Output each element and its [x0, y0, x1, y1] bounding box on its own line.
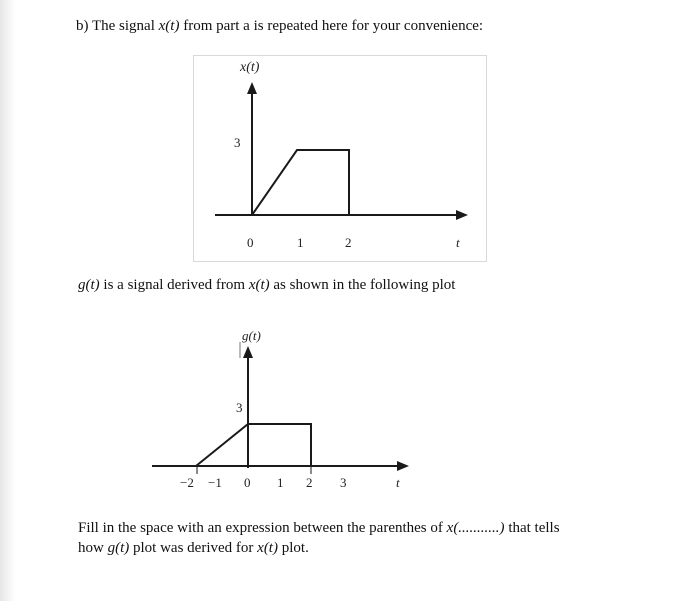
fill-in-line2-g: g(t) — [107, 540, 130, 556]
fill-in-line-2 — [78, 540, 309, 557]
plot-g-xtick-neg2: −2 — [180, 475, 194, 490]
plot-x-ylabel: x(t) — [240, 60, 260, 75]
plot-g-xtick-neg1: −1 — [208, 475, 222, 490]
fill-in-line2-mid: plot was derived for — [129, 540, 258, 556]
plot-g-y-arrowhead — [243, 346, 253, 358]
plot-g-trace — [196, 424, 311, 466]
derived-x: x(t) — [248, 277, 270, 293]
plot-x-xtick-2: 2 — [345, 235, 352, 250]
plot-x-xlabel: t — [456, 235, 460, 250]
plot-g-ylabel: g(t) — [242, 328, 261, 343]
fill-in-blank: x(...........) — [446, 520, 505, 536]
derived-mid: is a signal derived from — [99, 277, 249, 293]
plot-g-xtick-1: 1 — [277, 475, 284, 490]
plot-x-xtick-0: 0 — [247, 235, 254, 250]
fill-in-line2-prefix: how — [78, 540, 108, 556]
heading-prefix: b) The signal — [76, 18, 159, 34]
plot-g-xtick-2: 2 — [306, 475, 313, 490]
fill-in-line2-x: x(t) — [257, 540, 278, 556]
plot-g-ytick-3: 3 — [236, 400, 243, 415]
fill-in-suffix: that tells — [504, 520, 560, 536]
derived-suffix: as shown in the following plot — [269, 277, 456, 293]
plot-g-x-arrowhead — [397, 461, 409, 471]
fill-in-prefix: Fill in the space with an expression between the parenthes of — [78, 520, 447, 536]
plot-g-xtick-3: 3 — [340, 475, 347, 490]
fill-in-line-1 — [78, 520, 560, 537]
heading-suffix: from part a is repeated here for your convenience: — [179, 18, 484, 34]
plot-x-ytick-3: 3 — [234, 135, 241, 150]
fill-in-line2-suffix: plot. — [277, 540, 309, 556]
plot-g-xtick-0: 0 — [244, 475, 251, 490]
heading-signal: x(t) — [158, 18, 180, 34]
plot-x-xtick-1: 1 — [297, 235, 304, 250]
derived-g: g(t) — [78, 277, 100, 293]
plot-g-xlabel: t — [396, 475, 400, 490]
